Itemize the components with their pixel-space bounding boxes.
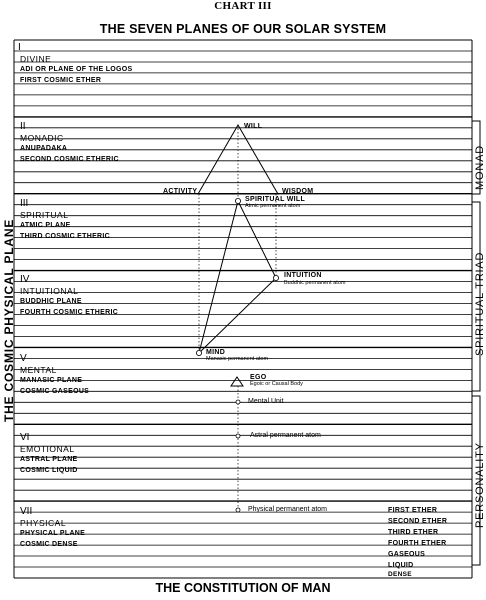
left-side-label: THE COSMIC PHYSICAL PLANE — [2, 218, 16, 422]
plane-2-subtitle: ANUPADAKA — [20, 145, 68, 152]
plane-3-ether: THIRD COSMIC ETHERIC — [20, 233, 110, 240]
subplane-third-ether: THIRD ETHER — [388, 529, 439, 536]
plane-6-numeral: VI — [20, 432, 30, 443]
mind-node — [196, 350, 201, 355]
bottom-title: THE CONSTITUTION OF MAN — [155, 581, 331, 595]
plane-7-subtitle: PHYSICAL PLANE — [20, 530, 86, 537]
mental-unit-label: Mental Unit — [248, 398, 284, 405]
triad-bracket — [472, 202, 480, 391]
plane-3-name: SPIRITUAL — [20, 210, 69, 220]
physical-atom-label: Physical permanent atom — [248, 506, 327, 513]
mental-unit-node — [236, 400, 240, 404]
intuition-node — [273, 275, 278, 280]
will-label: WILL — [244, 123, 263, 130]
plane-4-subtitle: BUDDHIC PLANE — [20, 298, 82, 305]
subplane-liquid: LIQUID — [388, 562, 414, 569]
ego-label: EGO — [250, 374, 267, 381]
atmic-atom-label: Atmic permanent atom — [245, 203, 301, 209]
main-title: THE SEVEN PLANES OF OUR SOLAR SYSTEM — [99, 22, 387, 36]
plane-2-name: MONADIC — [20, 133, 64, 143]
subplane-first-ether: FIRST ETHER — [388, 507, 438, 514]
plane-6-name: EMOTIONAL — [20, 444, 75, 454]
astral-atom-label: Astral permanent atom — [250, 432, 321, 439]
egoic-body-label: Egoic or Causal Body — [250, 381, 303, 387]
monad-bracket — [472, 121, 480, 194]
triad-line-right — [238, 201, 276, 278]
plane-1-name: DIVINE — [20, 54, 52, 64]
plane-3-subtitle: ATMIC PLANE — [20, 222, 71, 229]
physical-atom-node — [236, 508, 240, 512]
monad-label: MONAD — [474, 145, 486, 190]
plane-6-subtitle: ASTRAL PLANE — [20, 456, 78, 463]
plane-3-numeral: III — [20, 198, 29, 209]
triad-line-left — [199, 201, 238, 353]
plane-2-numeral: II — [20, 121, 26, 132]
plane-5-ether: COSMIC GASEOUS — [20, 388, 90, 395]
plane-7-ether: COSMIC DENSE — [20, 541, 78, 548]
manasic-atom-label: Manasic permanent atom — [206, 356, 269, 362]
plane-1-ether: FIRST COSMIC ETHER — [20, 77, 102, 84]
spiritual-will-node — [235, 198, 240, 203]
buddhic-atom-label: Buddhic permanent atom — [284, 280, 346, 286]
monad-triangle — [198, 125, 278, 194]
subplane-gaseous: GASEOUS — [388, 551, 426, 558]
triad-label: SPIRITUAL TRIAD — [474, 251, 486, 356]
plane-1-subtitle: ADI OR PLANE OF THE LOGOS — [20, 66, 133, 73]
wisdom-label: WISDOM — [282, 188, 314, 195]
astral-atom-node — [236, 434, 240, 438]
plane-4-numeral: IV — [20, 274, 30, 285]
triad-line-base — [199, 278, 276, 353]
plane-5-name: MENTAL — [20, 365, 57, 375]
ego-triangle — [231, 377, 243, 386]
personality-label: PERSONALITY — [474, 442, 486, 528]
plane-5-numeral: V — [20, 353, 27, 364]
personality-bracket — [472, 396, 480, 565]
intuition-label: INTUITION — [284, 272, 322, 279]
plane-1-numeral: I — [18, 42, 21, 53]
subplane-fourth-ether: FOURTH ETHER — [388, 540, 447, 547]
plane-4-ether: FOURTH COSMIC ETHERIC — [20, 309, 119, 316]
plane-7-name: PHYSICAL — [20, 518, 67, 528]
plane-4-name: INTUITIONAL — [20, 286, 79, 296]
chart-label: CHART III — [214, 0, 272, 12]
spiritual-will-label: SPIRITUAL WILL — [245, 196, 306, 203]
plane-2-ether: SECOND COSMIC ETHERIC — [20, 156, 119, 163]
activity-label: ACTIVITY — [163, 188, 198, 195]
plane-5-subtitle: MANASIC PLANE — [20, 377, 83, 384]
mind-label: MIND — [206, 349, 226, 356]
subplane-dense: DENSE — [388, 571, 412, 578]
plane-7-numeral: VII — [20, 506, 33, 517]
plane-6-ether: COSMIC LIQUID — [20, 467, 78, 474]
subplane-second-ether: SECOND ETHER — [388, 518, 448, 525]
